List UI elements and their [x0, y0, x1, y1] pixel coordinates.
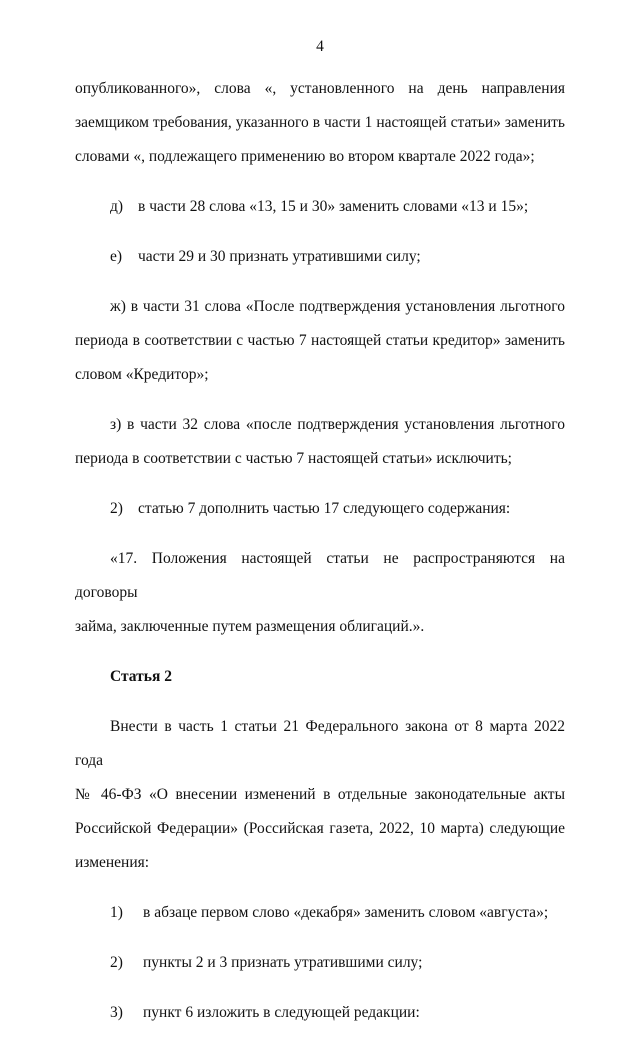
paragraph-continuation	[75, 72, 565, 174]
list-item-text: в абзаце первом слово «декабря» заменить словом «августа»;	[143, 904, 549, 921]
text-line: з) в части 32 слова «после подтверждения установления льготного	[110, 416, 565, 433]
list-item-e	[110, 240, 565, 274]
document-body	[75, 72, 565, 1046]
paragraph-z	[75, 408, 565, 476]
text-line: словами «, подлежащего применению во втором квартале 2022 года»;	[75, 148, 535, 165]
text-line: словом «Кредитор»;	[75, 366, 209, 383]
text-line: «17. Положения настоящей статьи не распространяются на договоры	[75, 550, 565, 601]
text-line: опубликованного», слова «, установленного на день направления	[75, 80, 565, 97]
list-item-text: пункт 6 изложить в следующей редакции:	[143, 1004, 420, 1021]
text-line: изменения:	[75, 854, 150, 871]
list-marker: 1)	[110, 904, 123, 921]
list-item-3	[110, 996, 565, 1030]
list-item-text: пункты 2 и 3 признать утратившими силу;	[143, 954, 423, 971]
text-line: № 46-ФЗ «О внесении изменений в отдельные законодательные акты	[75, 786, 565, 803]
list-item-d	[110, 190, 565, 224]
list-item-2	[110, 492, 565, 526]
list-item-1	[110, 896, 565, 930]
list-marker: д)	[110, 198, 124, 215]
article-heading: Статья 2	[110, 668, 172, 685]
list-item-text: статью 7 дополнить частью 17 следующего содержания:	[138, 500, 511, 517]
list-marker: 2)	[110, 954, 123, 971]
paragraph-article-2	[75, 710, 565, 880]
list-marker: 3)	[110, 1004, 123, 1021]
text-line: ж) в части 31 слова «После подтверждения установления льготного	[110, 298, 565, 315]
paragraph-quote-17	[75, 542, 565, 644]
list-item-text: части 29 и 30 признать утратившими силу;	[138, 248, 421, 265]
paragraph-zh	[75, 290, 565, 392]
text-line: займа, заключенные путем размещения облигаций.».	[75, 618, 425, 635]
page-number: 4	[316, 38, 324, 55]
text-line: периода в соответствии с частью 7 настоящей статьи кредитор» заменить	[75, 332, 565, 349]
list-marker: 2)	[110, 500, 123, 517]
text-line: Российской Федерации» (Российская газета, 2022, 10 марта) следующие	[75, 820, 565, 837]
text-line: Внести в часть 1 статьи 21 Федерального закона от 8 марта 2022 года	[75, 718, 565, 769]
list-marker: е)	[110, 248, 123, 265]
list-item-text: в части 28 слова «13, 15 и 30» заменить словами «13 и 15»;	[138, 198, 529, 215]
text-line: периода в соответствии с частью 7 настоящей статьи» исключить;	[75, 450, 512, 467]
list-item-2b	[110, 946, 565, 980]
text-line: заемщиком требования, указанного в части 1 настоящей статьи» заменить	[75, 114, 565, 131]
